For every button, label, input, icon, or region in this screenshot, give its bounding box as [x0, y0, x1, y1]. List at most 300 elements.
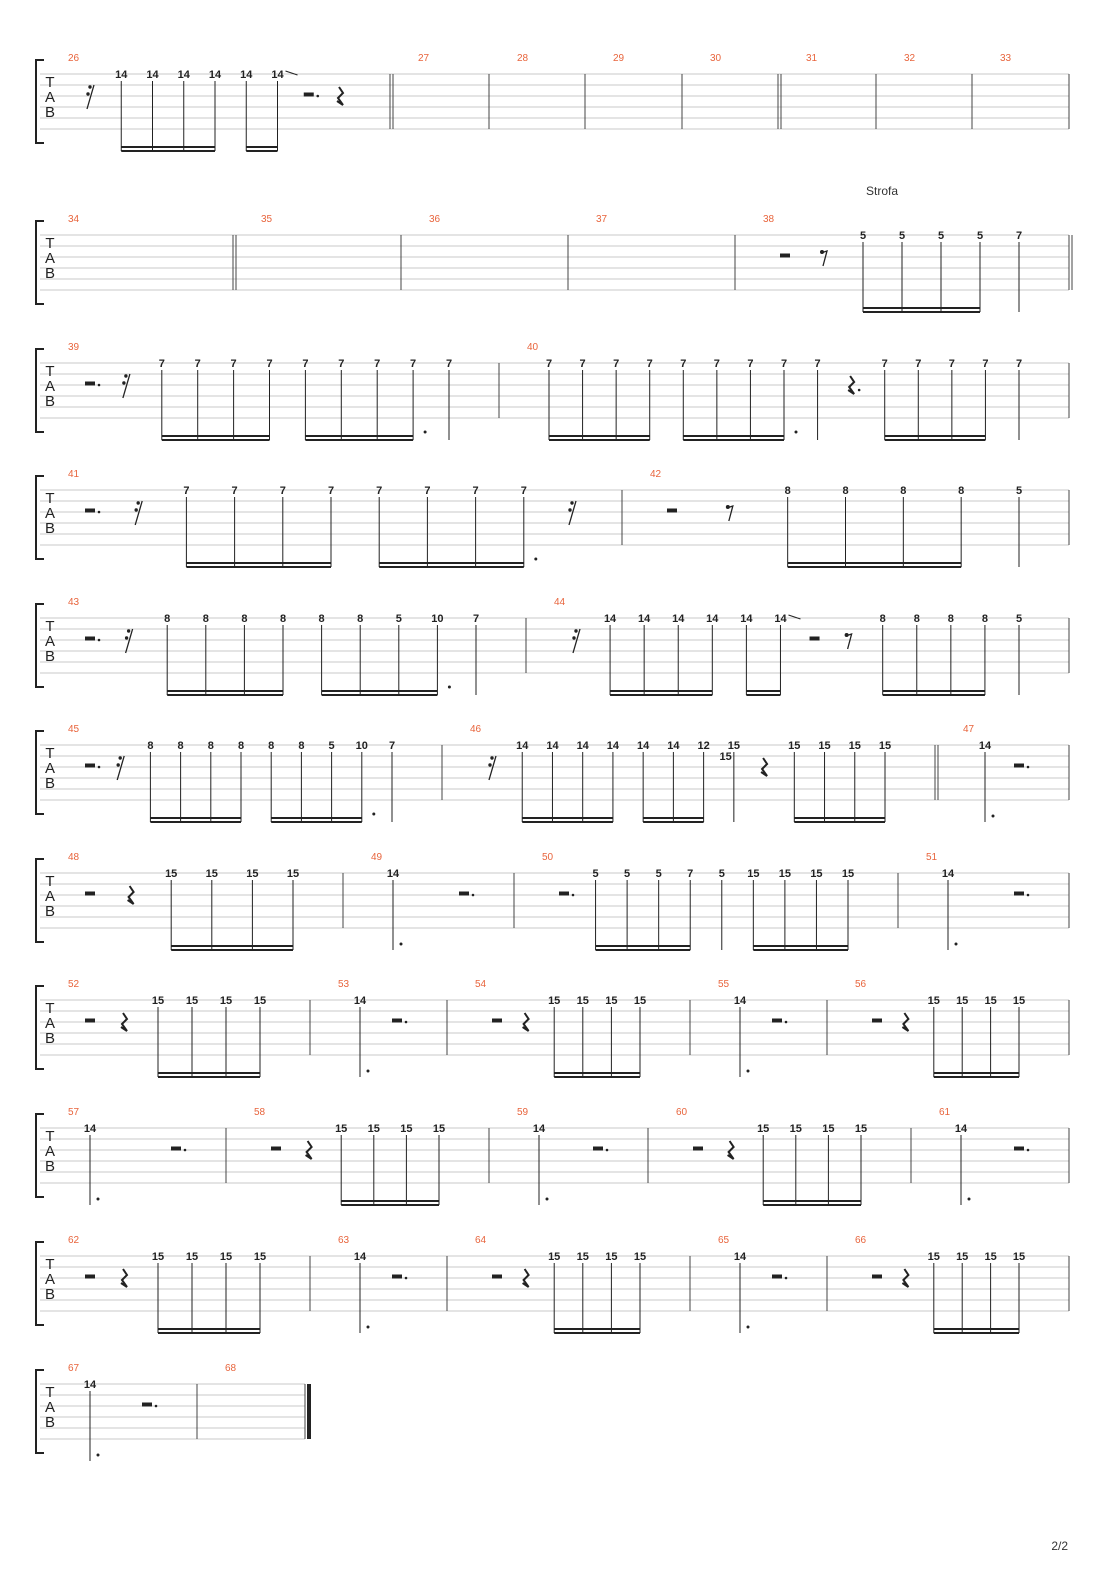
half-rest-block — [667, 509, 677, 513]
measure-number: 47 — [963, 724, 975, 735]
fret-number: 15 — [778, 868, 792, 880]
rest-symbol — [135, 501, 143, 525]
fret-number: 7 — [687, 868, 694, 880]
fret-number: 5 — [592, 868, 599, 880]
duration-dot — [534, 558, 537, 561]
rest-symbol — [726, 505, 733, 521]
duration-dot — [367, 1070, 370, 1073]
measure-number: 56 — [855, 979, 867, 990]
rest-flag-dot — [117, 763, 120, 766]
beam — [522, 817, 613, 819]
rest-dot — [858, 389, 861, 392]
duration-dot — [992, 815, 995, 818]
rest-symbol — [392, 1019, 407, 1024]
measure-number: 61 — [939, 1107, 951, 1118]
rest-symbol — [568, 501, 576, 525]
fret-number: 14 — [603, 613, 617, 625]
fret-number: 5 — [976, 230, 984, 242]
fret-number: 14 — [532, 1123, 546, 1135]
fret-number: 7 — [646, 358, 653, 370]
duration-dot — [546, 1198, 549, 1201]
fret-number: 14 — [177, 69, 190, 81]
rest-flag-dot — [574, 629, 577, 632]
rest-symbol — [693, 1147, 703, 1151]
rest-symbol — [459, 892, 474, 897]
measure-number: 41 — [68, 469, 80, 480]
rest-symbol — [667, 509, 677, 513]
beam — [554, 1072, 640, 1074]
rest-symbol — [492, 1019, 502, 1023]
fret-number: 8 — [298, 740, 305, 752]
half-rest-block — [85, 764, 95, 768]
tab-clef-letter: B — [44, 903, 56, 920]
fret-number: 15 — [335, 1123, 348, 1135]
fret-number: 7 — [158, 358, 165, 370]
beam — [788, 562, 962, 564]
fret-number: 14 — [667, 740, 680, 752]
fret-number: 15 — [367, 1123, 380, 1135]
measure-number: 29 — [613, 53, 625, 64]
fret-number: 7 — [472, 485, 479, 497]
beam — [305, 439, 413, 441]
fret-number: 14 — [733, 1251, 747, 1263]
fret-number: 8 — [947, 613, 954, 625]
measure-number: 63 — [338, 1235, 350, 1246]
beam — [610, 694, 712, 696]
fret-number: 15 — [633, 995, 647, 1007]
fret-number: 15 — [984, 1251, 997, 1263]
fret-number: 14 — [353, 1251, 367, 1263]
measure-number: 38 — [763, 214, 775, 225]
system-bracket — [36, 1370, 44, 1453]
rest-flag-dot — [488, 763, 491, 766]
fret-number: 12 — [697, 740, 710, 752]
rest-dot — [316, 95, 319, 98]
fret-number: 8 — [958, 485, 965, 497]
fret-number: 7 — [279, 485, 286, 497]
rest-symbol — [392, 1275, 407, 1280]
rest-dot — [405, 1021, 408, 1024]
beam — [934, 1072, 1019, 1074]
beam — [341, 1200, 439, 1202]
tab-clef-letter: T — [45, 490, 55, 507]
duration-dot — [448, 686, 451, 689]
beam — [934, 1332, 1019, 1334]
rest-dot — [155, 1405, 158, 1408]
measure-number: 34 — [68, 214, 80, 225]
fret-number: 15 — [151, 995, 165, 1007]
measure-number: 31 — [806, 53, 818, 64]
fret-number: 7 — [982, 358, 989, 370]
rest-symbol — [171, 1147, 186, 1152]
tab-clef-letter: T — [45, 74, 55, 91]
fret-number: 7 — [327, 485, 335, 497]
fret-number: 15 — [984, 995, 997, 1007]
tab-clef-letter: B — [44, 265, 56, 282]
tab-clef-letter: A — [44, 505, 56, 522]
fret-number: 14 — [733, 995, 747, 1007]
half-rest-block — [85, 382, 95, 386]
duration-dot — [367, 1326, 370, 1329]
beam — [549, 439, 650, 441]
beam — [934, 1328, 1019, 1330]
fret-number: 7 — [1015, 358, 1023, 370]
duration-dot — [747, 1070, 750, 1073]
fret-number: 8 — [357, 613, 364, 625]
fret-number: 14 — [353, 995, 367, 1007]
duration-dot — [372, 813, 375, 816]
fret-number: 8 — [177, 740, 184, 752]
rest-symbol — [304, 93, 319, 98]
tab-clef-letter: A — [44, 378, 56, 395]
half-rest-block — [271, 1147, 281, 1151]
fret-number: 7 — [445, 358, 453, 370]
half-rest-block — [304, 93, 314, 97]
system-bracket — [36, 859, 44, 942]
duration-dot — [747, 1326, 750, 1329]
tab-clef-letter: B — [44, 393, 56, 410]
half-rest-block — [392, 1275, 402, 1279]
fret-number: 7 — [183, 485, 190, 497]
half-rest-block — [772, 1019, 782, 1023]
beam — [753, 945, 848, 947]
duration-dot — [795, 431, 798, 434]
system-bracket — [36, 986, 44, 1069]
beam — [554, 1332, 640, 1334]
fret-number: 7 — [780, 358, 788, 370]
half-rest-block — [459, 892, 469, 896]
rest-symbol — [85, 764, 100, 769]
measure-number: 35 — [261, 214, 273, 225]
system-bracket — [36, 349, 44, 432]
fret-number: 8 — [279, 613, 287, 625]
duration-dot — [968, 1198, 971, 1201]
rest-symbol — [593, 1147, 608, 1152]
rest-symbol — [572, 629, 580, 653]
eighth-rest-glyph — [821, 251, 827, 266]
rest-symbol — [85, 1019, 95, 1023]
fret-number: 14 — [546, 740, 559, 752]
measure-number: 54 — [475, 979, 487, 990]
fret-number: 15 — [400, 1123, 413, 1135]
fret-number: 7 — [424, 485, 431, 497]
rest-symbol — [1014, 1147, 1029, 1152]
tab-clef-letter: A — [44, 250, 56, 267]
fret-number: 15 — [548, 1251, 561, 1263]
beam — [150, 821, 241, 823]
fret-number: 5 — [937, 230, 945, 242]
rest-symbol — [780, 254, 790, 258]
measure-number: 46 — [470, 724, 482, 735]
beam — [596, 945, 691, 947]
fret-number: 15 — [633, 1251, 647, 1263]
rest-flag-dot — [88, 85, 91, 88]
beam — [794, 821, 885, 823]
fret-number: 15 — [788, 740, 801, 752]
system-bracket — [36, 731, 44, 814]
rest-symbol — [85, 892, 95, 896]
measure-number: 60 — [676, 1107, 688, 1118]
page-number: 2/2 — [1051, 1539, 1068, 1553]
fret-number: 10 — [355, 740, 368, 752]
fret-number: 7 — [194, 358, 201, 370]
rest-symbol — [872, 1275, 882, 1279]
measure-number: 62 — [68, 1235, 80, 1246]
measure-number: 30 — [710, 53, 722, 64]
beam — [158, 1328, 260, 1330]
measure-number: 32 — [904, 53, 916, 64]
half-rest-block — [492, 1275, 502, 1279]
measure-number: 59 — [517, 1107, 529, 1118]
fret-number: 5 — [328, 740, 335, 752]
rest-flag-dot — [137, 501, 140, 504]
fret-number: 8 — [164, 613, 171, 625]
rest-dot — [1027, 1149, 1030, 1152]
beam — [554, 1076, 640, 1078]
fret-number: 14 — [637, 740, 650, 752]
beam — [763, 1204, 861, 1206]
measure-number: 33 — [1000, 53, 1012, 64]
fret-number: 14 — [740, 613, 753, 625]
beam — [158, 1076, 260, 1078]
beam — [788, 566, 962, 568]
fret-number: 7 — [545, 358, 553, 370]
beam — [186, 566, 331, 568]
tab-clef-letter: T — [45, 1256, 55, 1273]
rest-symbol — [271, 1147, 281, 1151]
beam — [863, 311, 980, 313]
fret-number: 15 — [878, 740, 892, 752]
rest-flag-dot — [570, 501, 573, 504]
tab-clef-letter: T — [45, 745, 55, 762]
fret-number: 8 — [842, 485, 849, 497]
fret-number: 15 — [747, 868, 760, 880]
beam — [683, 435, 784, 437]
half-rest-block — [693, 1147, 703, 1151]
tab-clef-letter: A — [44, 1271, 56, 1288]
fret-number: 15 — [818, 740, 831, 752]
fret-number: 8 — [784, 485, 791, 497]
fret-number: 8 — [900, 485, 907, 497]
fret-number: 15 — [185, 995, 199, 1007]
rest-dot — [98, 384, 101, 387]
rest-dot — [606, 1149, 609, 1152]
measure-number: 39 — [68, 342, 80, 353]
beam — [763, 1200, 861, 1202]
rest-flag-dot — [119, 756, 122, 759]
fret-number: 8 — [147, 740, 154, 752]
tab-clef-letter: T — [45, 363, 55, 380]
fret-number: 15 — [286, 868, 300, 880]
measure-number: 51 — [926, 852, 938, 863]
fret-number: 7 — [472, 613, 480, 625]
tab-clef-letter: A — [44, 1015, 56, 1032]
fret-number: 7 — [613, 358, 620, 370]
rest-flag-dot — [127, 629, 130, 632]
half-rest-block — [780, 254, 790, 258]
fret-number: 14 — [240, 69, 253, 81]
fret-number: 10 — [431, 613, 444, 625]
fret-number: 7 — [680, 358, 687, 370]
beam — [549, 435, 650, 437]
tab-clef-letter: B — [44, 775, 56, 792]
fret-number: 14 — [978, 740, 992, 752]
rest-symbol — [85, 509, 100, 514]
measure-number: 53 — [338, 979, 350, 990]
fret-number: 7 — [374, 358, 381, 370]
duration-dot — [97, 1198, 100, 1201]
fret-number: 15 — [789, 1123, 802, 1135]
system-bracket — [36, 476, 44, 559]
duration-dot — [424, 431, 427, 434]
fret-number: 7 — [713, 358, 720, 370]
fret-number: 5 — [859, 230, 867, 242]
beam — [271, 817, 362, 819]
rest-dot — [1027, 766, 1030, 769]
tab-clef-letter: B — [44, 648, 56, 665]
rest-flag-dot — [122, 381, 125, 384]
fret-number: 15 — [548, 995, 561, 1007]
beam — [643, 817, 703, 819]
beam — [753, 949, 848, 951]
rest-flag-dot — [86, 92, 89, 95]
rest-symbol — [772, 1019, 787, 1024]
half-rest-block — [1014, 764, 1024, 768]
measure-number: 37 — [596, 214, 608, 225]
beam — [150, 817, 241, 819]
fret-number: 7 — [948, 358, 955, 370]
rest-symbol — [85, 1275, 95, 1279]
measure-number: 66 — [855, 1235, 867, 1246]
beam — [167, 694, 283, 696]
fret-number: 15 — [1012, 995, 1026, 1007]
rest-symbol — [772, 1275, 787, 1280]
rest-symbol — [85, 382, 100, 387]
rest-symbol — [820, 250, 827, 266]
fret-number: 5 — [898, 230, 906, 242]
beam — [305, 435, 413, 437]
beam — [167, 690, 283, 692]
fret-number: 15 — [151, 1251, 165, 1263]
beam — [643, 821, 703, 823]
measure-number: 45 — [68, 724, 80, 735]
fret-number: 15 — [605, 1251, 618, 1263]
fret-number: 8 — [879, 613, 886, 625]
fret-number: 8 — [207, 740, 214, 752]
half-rest-block — [559, 892, 569, 896]
beam — [121, 146, 215, 148]
rest-dot — [98, 511, 101, 514]
fret-number: 7 — [231, 485, 238, 497]
half-rest-block — [1014, 1147, 1024, 1151]
beam — [246, 146, 277, 148]
fret-number: 14 — [83, 1379, 97, 1391]
beam — [883, 690, 985, 692]
rest-symbol — [122, 374, 130, 398]
rest-symbol — [1014, 764, 1029, 769]
beam — [121, 150, 215, 152]
fret-number: 15 — [822, 1123, 835, 1135]
half-rest-block — [85, 1019, 95, 1023]
measure-number: 28 — [517, 53, 529, 64]
rest-symbol — [492, 1275, 502, 1279]
fret-number: 7 — [230, 358, 237, 370]
measure-number: 65 — [718, 1235, 730, 1246]
fret-number: 15 — [927, 995, 940, 1007]
measure-number: 48 — [68, 852, 80, 863]
rest-symbol — [117, 756, 125, 780]
half-rest-block — [392, 1019, 402, 1023]
rest-symbol — [845, 633, 852, 649]
fret-number: 14 — [516, 740, 529, 752]
measure-number: 27 — [418, 53, 430, 64]
fret-number: 15 — [719, 751, 732, 763]
fret-number: 8 — [913, 613, 920, 625]
measure-number: 58 — [254, 1107, 266, 1118]
beam — [683, 439, 784, 441]
beam — [341, 1204, 439, 1206]
fret-number: 7 — [338, 358, 345, 370]
fret-number: 15 — [165, 868, 178, 880]
beam — [863, 307, 980, 309]
measure-number: 50 — [542, 852, 554, 863]
fret-number: 15 — [205, 868, 218, 880]
rest-symbol — [488, 756, 496, 780]
fret-number: 14 — [638, 613, 651, 625]
half-rest-block — [772, 1275, 782, 1279]
fret-number: 14 — [83, 1123, 97, 1135]
tab-clef-letter: B — [44, 1030, 56, 1047]
half-rest-block — [85, 892, 95, 896]
measure-number: 44 — [554, 597, 566, 608]
half-rest-block — [85, 637, 95, 641]
measure-number: 26 — [68, 53, 80, 64]
rest-flag-dot — [135, 508, 138, 511]
fret-number: 15 — [219, 995, 233, 1007]
beam — [171, 949, 293, 951]
fret-number: 7 — [915, 358, 922, 370]
tab-clef-letter: B — [44, 104, 56, 121]
beam — [522, 821, 613, 823]
fret-number: 8 — [237, 740, 245, 752]
half-rest-block — [142, 1403, 152, 1407]
beam — [271, 821, 362, 823]
measure-number: 36 — [429, 214, 441, 225]
rest-flag-dot — [125, 636, 128, 639]
beam — [246, 150, 277, 152]
fret-number: 8 — [981, 613, 988, 625]
fret-number: 7 — [520, 485, 527, 497]
half-rest-block — [171, 1147, 181, 1151]
half-rest-block — [85, 509, 95, 513]
fret-number: 7 — [579, 358, 586, 370]
fret-number: 15 — [432, 1123, 446, 1135]
duration-dot — [400, 943, 403, 946]
system-bracket — [36, 221, 44, 304]
rest-symbol — [142, 1403, 157, 1408]
tab-clef-letter: T — [45, 1000, 55, 1017]
tab-clef-letter: A — [44, 1143, 56, 1160]
tab-clef-letter: A — [44, 1399, 56, 1416]
fret-number: 14 — [115, 69, 128, 81]
tab-clef-letter: T — [45, 1384, 55, 1401]
beam — [171, 945, 293, 947]
beam — [322, 690, 438, 692]
rest-flag-dot — [124, 374, 127, 377]
fret-number: 15 — [185, 1251, 199, 1263]
rest-symbol — [86, 85, 94, 109]
fret-number: 15 — [810, 868, 823, 880]
